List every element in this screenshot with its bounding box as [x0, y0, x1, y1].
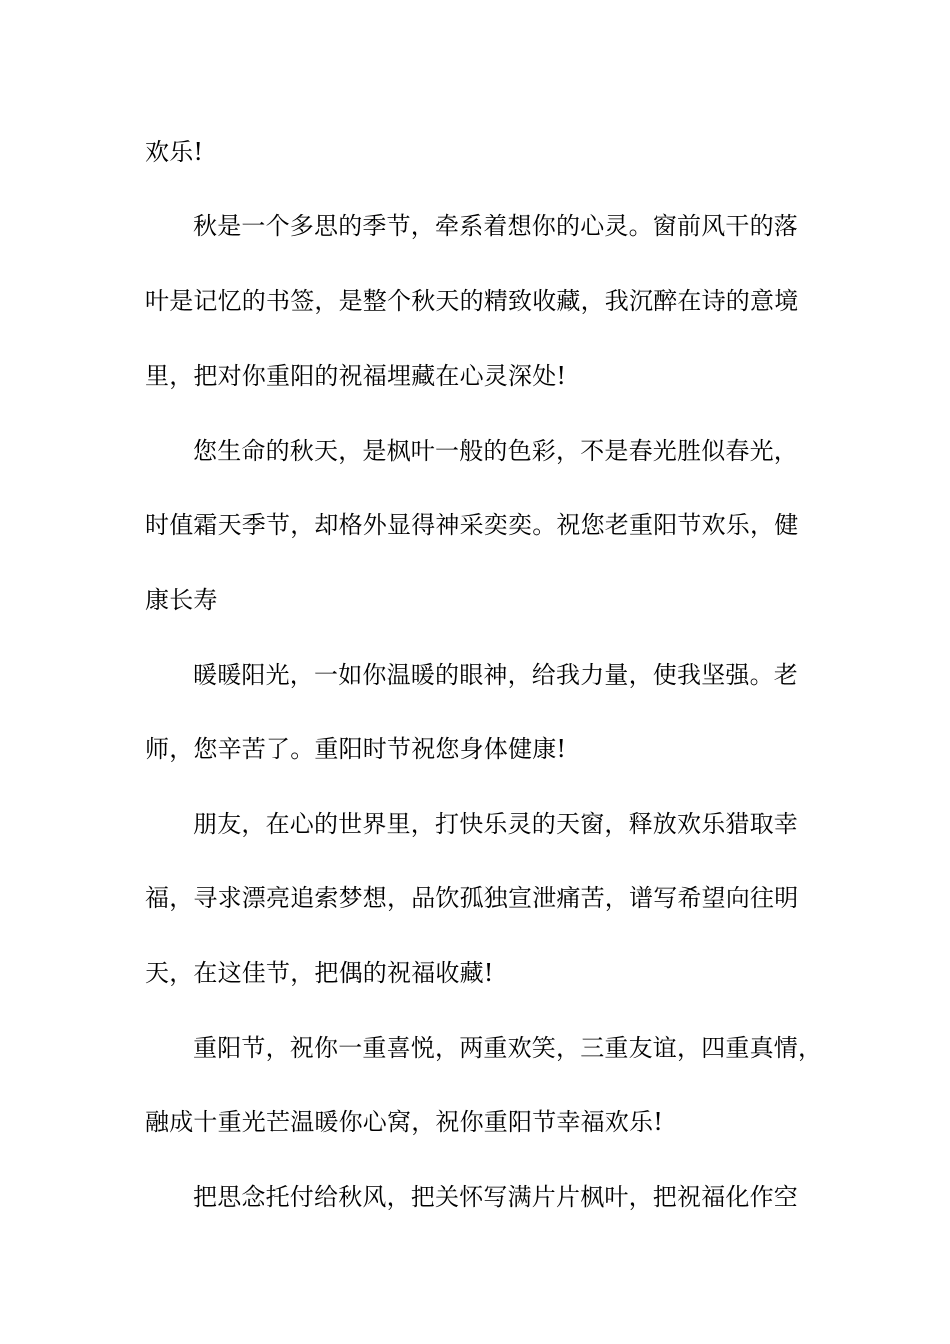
paragraph-4-line-2: 福，寻求漂亮追索梦想，品饮孤独宣泄痛苦，谱写希望向往明 — [145, 884, 799, 912]
paragraph-2-line-2: 时值霜天季节，却格外显得神采奕奕。祝您老重阳节欢乐，健 — [145, 511, 799, 539]
paragraph-5-line-1: 重阳节，祝你一重喜悦，两重欢笑，三重友谊，四重真情， — [193, 1034, 823, 1062]
paragraph-2-line-1: 您生命的秋天，是枫叶一般的色彩，不是春光胜似春光， — [193, 437, 798, 465]
text-line-1: 欢乐! — [145, 138, 204, 166]
paragraph-1-line-2: 叶是记忆的书签，是整个秋天的精致收藏，我沉醉在诗的意境 — [145, 287, 799, 315]
paragraph-2-line-3: 康长寿 — [145, 586, 218, 614]
paragraph-6-line-1: 把思念托付给秋风，把关怀写满片片枫叶，把祝福化作空 — [193, 1183, 798, 1211]
paragraph-3-line-2: 师，您辛苦了。重阳时节祝您身体健康! — [145, 735, 567, 763]
paragraph-1-line-1: 秋是一个多思的季节，牵系着想你的心灵。窗前风干的落 — [193, 212, 798, 240]
paragraph-1-line-3: 里，把对你重阳的祝福埋藏在心灵深处! — [145, 362, 567, 390]
paragraph-5-line-2: 融成十重光芒温暖你心窝，祝你重阳节幸福欢乐! — [145, 1108, 664, 1136]
paragraph-4-line-1: 朋友，在心的世界里，打快乐灵的天窗，释放欢乐猎取幸 — [193, 810, 798, 838]
paragraph-3-line-1: 暖暖阳光，一如你温暖的眼神，给我力量，使我坚强。老 — [193, 661, 798, 689]
paragraph-4-line-3: 天，在这佳节，把偶的祝福收藏! — [145, 959, 494, 987]
